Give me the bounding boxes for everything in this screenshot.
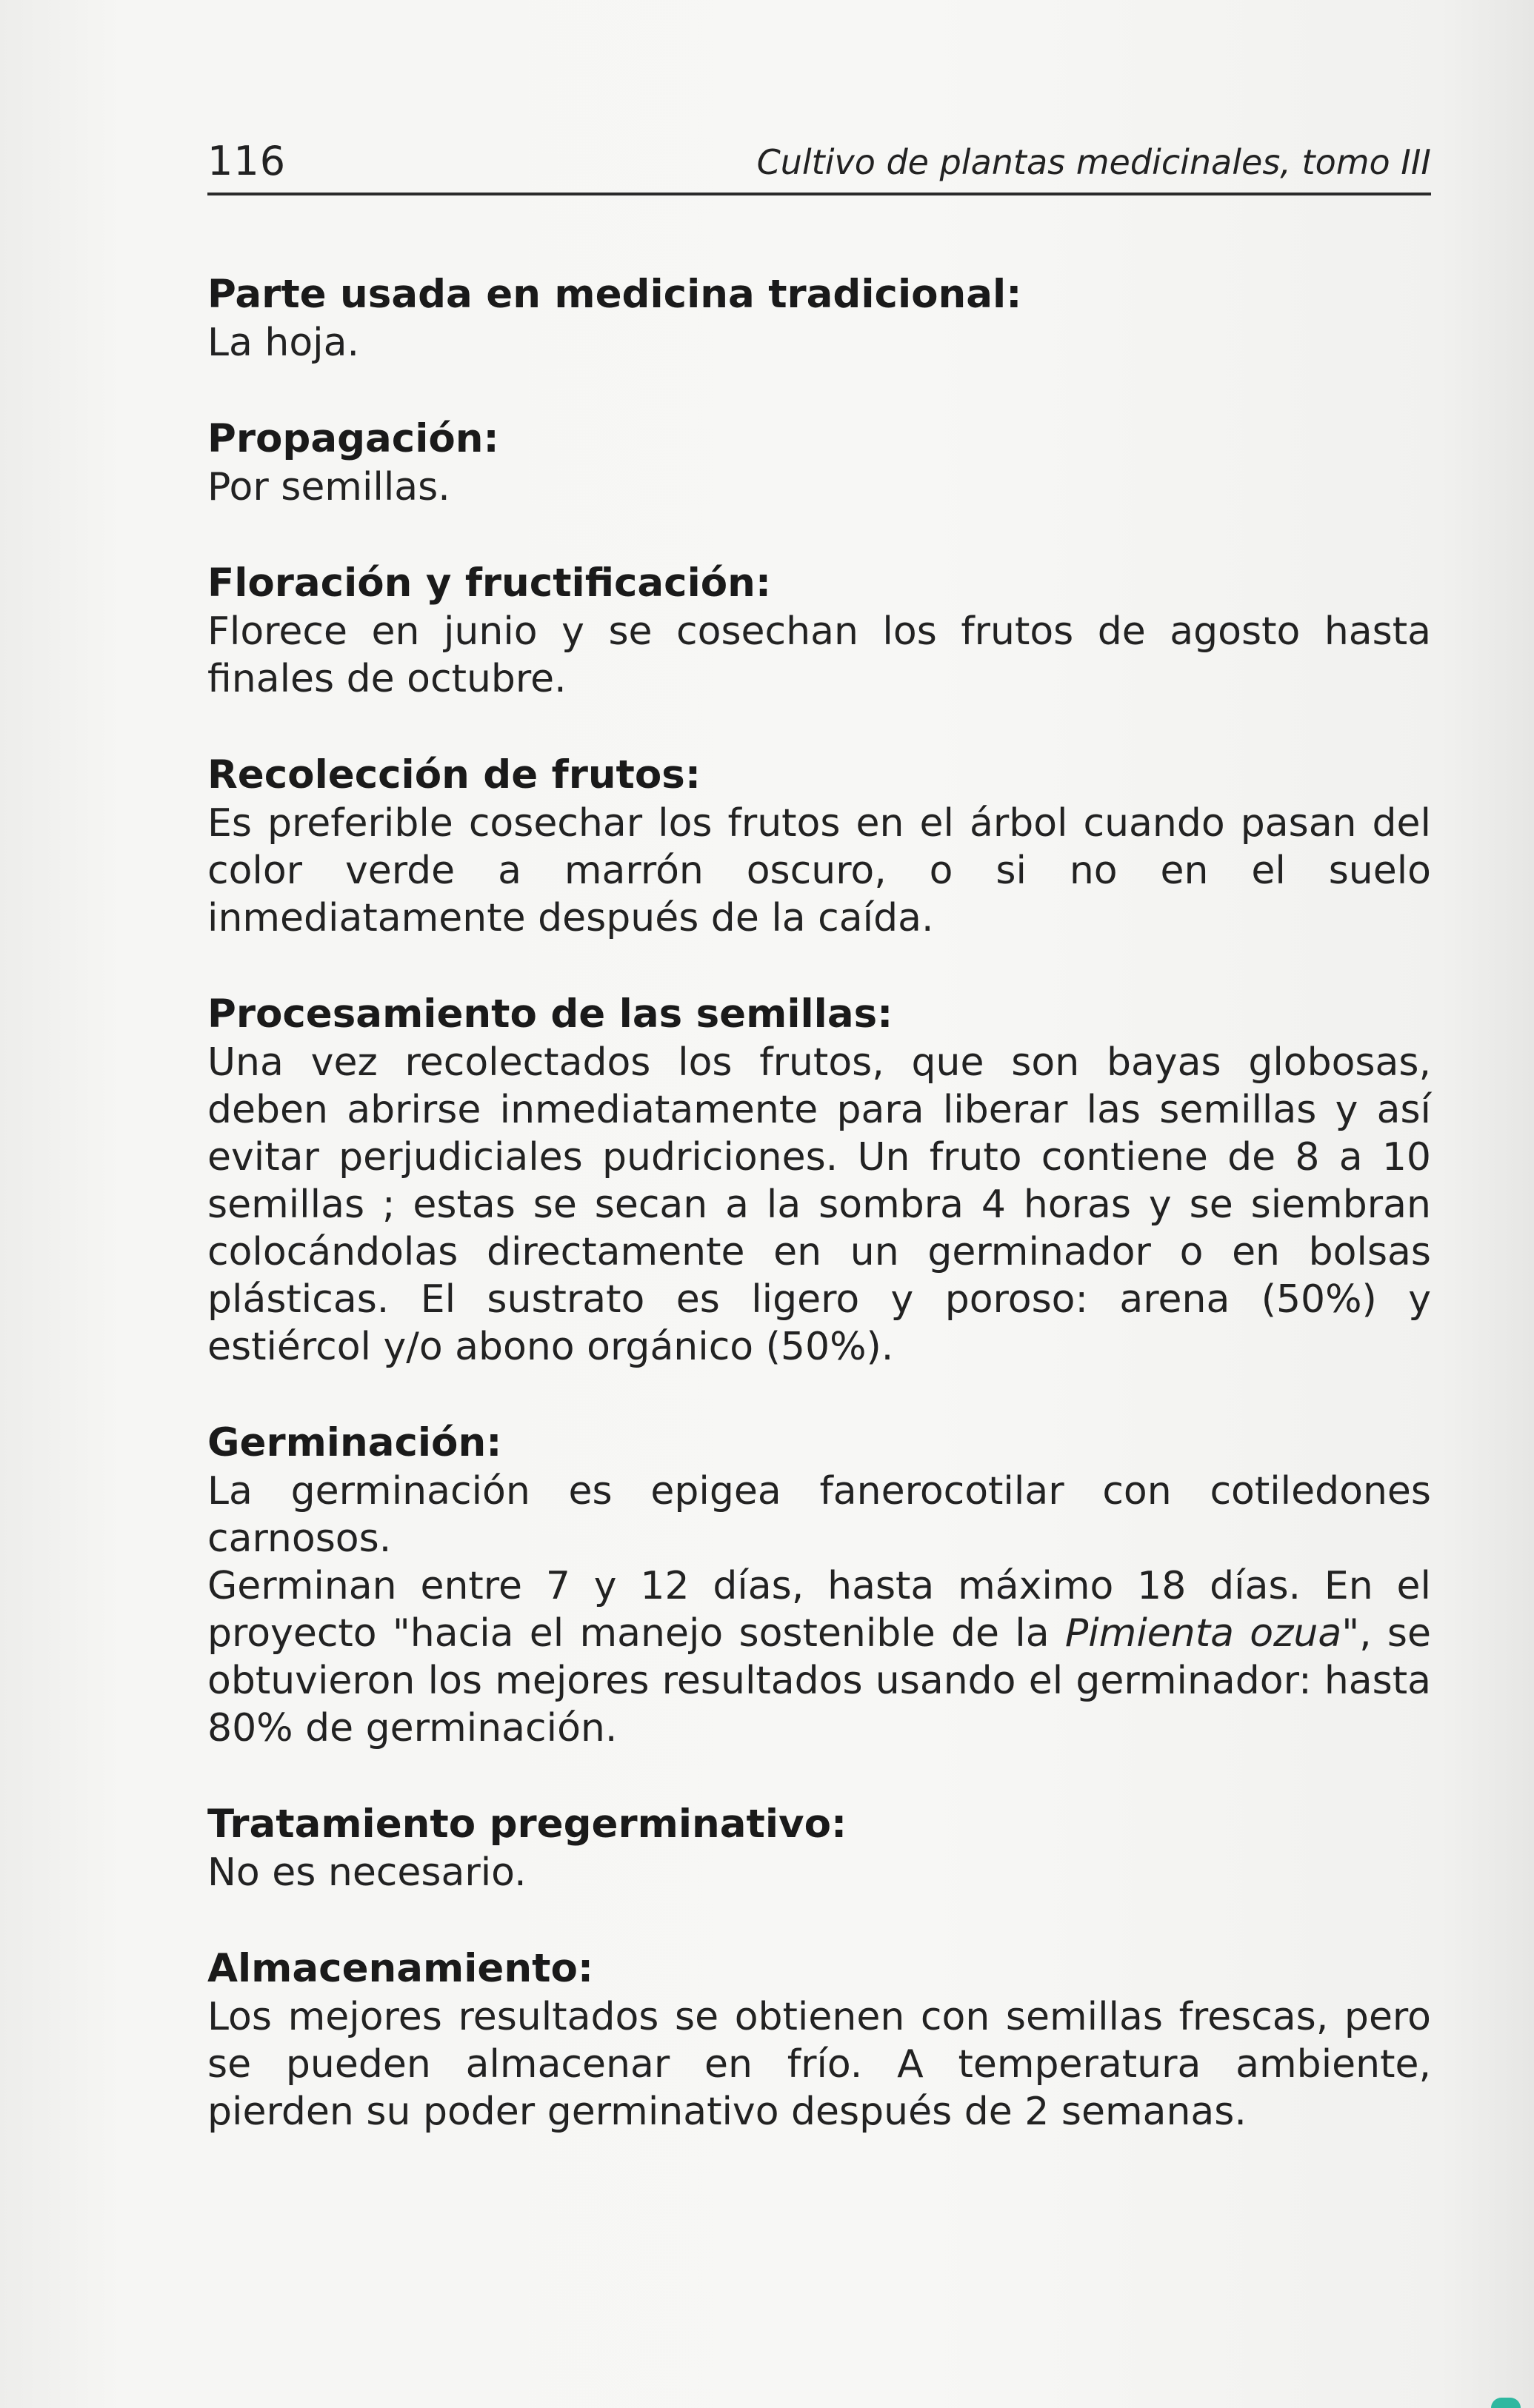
- section-text: Florece en junio y se cosechan los frutos de agosto hasta finales de octubre.: [207, 609, 1431, 701]
- section-floracion: [207, 559, 1431, 703]
- page-corner-mark: [1491, 2398, 1521, 2408]
- page-content: [207, 270, 1431, 2184]
- section-heading: Parte usada en medicina tradicional:: [207, 272, 1022, 317]
- section-heading: Procesamiento de las semillas:: [207, 991, 893, 1037]
- section-heading: Germinación:: [207, 1420, 502, 1465]
- section-heading: Recolección de frutos:: [207, 752, 701, 797]
- section-propagacion: [207, 415, 1431, 511]
- section-text: La germinación es epigea fanerocotilar con cotiledones carnosos.: [207, 1469, 1431, 1561]
- text-segment: Germinan entre 7 y 12 días, hasta máximo 18 días. En el proyecto "hacia el manejo sostenible de la: [207, 1564, 1431, 1656]
- running-title: Cultivo de plantas medicinales, tomo III: [756, 142, 1431, 182]
- page-number: 116: [207, 138, 287, 184]
- section-procesamiento: [207, 990, 1431, 1371]
- text-segment: ", se obtuvieron los mejores resultados usando el germinador: hasta 80% de germinación.: [207, 1611, 1431, 1750]
- section-text: La hoja.: [207, 321, 359, 365]
- section-recoleccion: [207, 751, 1431, 942]
- section-text: Es preferible cosechar los frutos en el árbol cuando pasan del color verde a marrón oscuro, o si no en el suelo inmediatamente después de la caída.: [207, 801, 1431, 940]
- section-heading: Floración y fructificación:: [207, 561, 772, 606]
- section-text-second-paragraph: [207, 1562, 1431, 1752]
- section-text: Una vez recolectados los frutos, que son bayas globosas, deben abrirse inmediatamente para liberar las semillas y así evitar perjudiciales pudriciones. Un fruto contiene de 8 a 10 semillas ; estas se secan a la sombra 4 horas y se siembran colocándolas directamente en un germinador o en bolsas plásticas. El sustrato es ligero y poroso: arena (50%) y estiércol y/o abono orgánico (50%).: [207, 1040, 1431, 1369]
- section-heading: Almacenamiento:: [207, 1946, 594, 1991]
- section-germinacion: [207, 1419, 1431, 1752]
- section-text: Por semillas.: [207, 465, 450, 509]
- section-heading: Tratamiento pregerminativo:: [207, 1802, 847, 1847]
- section-tratamiento: [207, 1800, 1431, 1896]
- section-text: No es necesario.: [207, 1850, 527, 1895]
- section-heading: Propagación:: [207, 416, 499, 461]
- section-text: Los mejores resultados se obtienen con semillas frescas, pero se pueden almacenar en frío. A temperatura ambiente, pierden su poder germinativo después de 2 semanas.: [207, 1995, 1431, 2134]
- section-almacenamiento: [207, 1944, 1431, 2136]
- species-name-italic: Pimienta ozua: [1064, 1611, 1342, 1656]
- page-header: [207, 132, 1431, 195]
- section-parte-usada: [207, 270, 1431, 367]
